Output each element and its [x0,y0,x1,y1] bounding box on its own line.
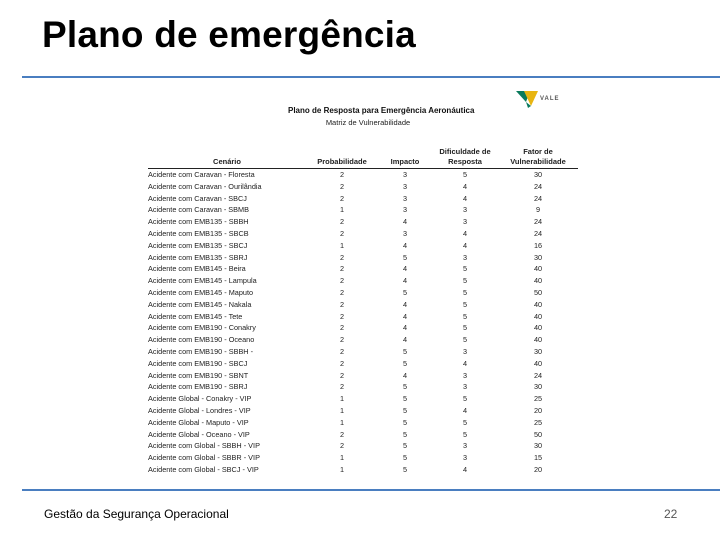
title-divider [22,76,720,78]
cell-vulnerability-factor: 40 [533,358,543,368]
cell-response-difficulty: 5 [462,335,468,345]
cell-impact: 5 [402,429,408,439]
cell-vulnerability-factor: 40 [533,323,543,333]
cell-vulnerability-factor: 30 [533,441,543,451]
cell-probability: 1 [339,464,345,474]
page-number: 22 [664,507,678,521]
cell-response-difficulty: 5 [462,394,468,404]
table-row [148,429,578,441]
cell-scenario: Acidente com EMB190 - SBCJ [148,358,248,368]
table-row [148,263,578,275]
cell-impact: 4 [402,276,408,286]
cell-vulnerability-factor: 40 [533,276,543,286]
cell-probability: 2 [339,358,345,368]
cell-response-difficulty: 5 [462,276,468,286]
cell-scenario: Acidente com EMB190 - Oceano [148,335,255,345]
cell-vulnerability-factor: 24 [533,228,543,238]
table-row [148,346,578,358]
vulnerability-table [148,147,578,476]
cell-response-difficulty: 3 [462,346,468,356]
table-row [148,417,578,429]
cell-vulnerability-factor: 16 [533,240,543,250]
document-subtitle: Matriz de Vulnerabilidade [325,118,411,127]
cell-probability: 1 [339,240,345,250]
cell-impact: 5 [402,287,408,297]
cell-probability: 2 [339,299,345,309]
cell-probability: 2 [339,382,345,392]
cell-probability: 1 [339,453,345,463]
cell-probability: 1 [339,417,345,427]
table-row [148,193,578,205]
cell-impact: 5 [402,441,408,451]
cell-vulnerability-factor: 9 [535,205,541,215]
cell-vulnerability-factor: 30 [533,346,543,356]
cell-probability: 2 [339,311,345,321]
cell-impact: 5 [402,453,408,463]
cell-impact: 5 [402,417,408,427]
cell-impact: 4 [402,240,408,250]
cell-response-difficulty: 5 [462,429,468,439]
cell-scenario: Acidente com EMB145 - Tete [148,311,243,321]
cell-vulnerability-factor: 20 [533,405,543,415]
cell-scenario: Acidente com EMB145 - Maputo [148,287,254,297]
cell-response-difficulty: 3 [462,252,468,262]
cell-probability: 1 [339,205,345,215]
table-row [148,370,578,382]
cell-scenario: Acidente com EMB135 - SBBH [148,217,249,227]
cell-impact: 4 [402,299,408,309]
cell-scenario: Acidente com EMB135 - SBCJ [148,240,248,250]
slide-title: Plano de emergência [42,14,416,55]
cell-response-difficulty: 4 [462,358,468,368]
header-impact: Impacto [378,147,432,169]
footer-divider [22,489,720,491]
cell-response-difficulty: 5 [462,287,468,297]
cell-scenario: Acidente Global - Oceano - VIP [148,429,250,439]
table-row [148,240,578,252]
cell-response-difficulty: 3 [462,382,468,392]
cell-scenario: Acidente com EMB135 - SBCB [148,228,249,238]
cell-response-difficulty: 3 [462,370,468,380]
cell-vulnerability-factor: 25 [533,417,543,427]
cell-vulnerability-factor: 30 [533,382,543,392]
header-response-difficulty: Dificuldade de Resposta [432,147,498,169]
cell-probability: 2 [339,181,345,191]
cell-vulnerability-factor: 40 [533,264,543,274]
cell-scenario: Acidente com EMB190 - SBNT [148,370,249,380]
cell-probability: 2 [339,264,345,274]
table-row [148,275,578,287]
cell-scenario: Acidente com EMB190 - SBRJ [148,382,248,392]
cell-scenario: Acidente com EMB190 - SBBH - [148,346,254,356]
header-probability: Probabilidade [306,147,378,169]
cell-response-difficulty: 4 [462,181,468,191]
cell-impact: 5 [402,358,408,368]
cell-impact: 5 [402,394,408,404]
cell-probability: 2 [339,170,345,179]
cell-probability: 1 [339,405,345,415]
table-row [148,299,578,311]
cell-scenario: Acidente com EMB145 - Nakala [148,299,252,309]
cell-response-difficulty: 5 [462,264,468,274]
table-row [148,393,578,405]
table-row [148,181,578,193]
cell-vulnerability-factor: 40 [533,311,543,321]
cell-probability: 2 [339,441,345,451]
cell-scenario: Acidente com Caravan - Ourilândia [148,181,262,191]
cell-probability: 2 [339,287,345,297]
embedded-document [140,84,590,485]
header-scenario: Cenário [148,147,306,169]
cell-probability: 1 [339,394,345,404]
cell-vulnerability-factor: 30 [533,170,543,179]
header-vulnerability-factor: Fator de Vulnerabilidade [498,147,578,169]
cell-vulnerability-factor: 50 [533,429,543,439]
table-row [148,169,578,181]
cell-impact: 5 [402,382,408,392]
cell-impact: 5 [402,346,408,356]
cell-impact: 3 [402,205,408,215]
cell-scenario: Acidente com Global - SBBH - VIP [148,441,260,451]
cell-probability: 2 [339,335,345,345]
cell-probability: 2 [339,323,345,333]
cell-probability: 2 [339,252,345,262]
cell-response-difficulty: 5 [462,417,468,427]
cell-impact: 5 [402,405,408,415]
cell-scenario: Acidente com Global - SBBR - VIP [148,453,260,463]
table-row [148,311,578,323]
cell-scenario: Acidente com EMB135 - SBRJ [148,252,248,262]
cell-impact: 4 [402,370,408,380]
cell-impact: 4 [402,311,408,321]
cell-impact: 5 [402,252,408,262]
table-row [148,287,578,299]
logo-text: VALE [540,96,560,102]
table-row [148,216,578,228]
cell-response-difficulty: 4 [462,228,468,238]
cell-impact: 4 [402,335,408,345]
cell-impact: 3 [402,228,408,238]
table-header-row [148,147,578,169]
table-row [148,381,578,393]
table-row [148,228,578,240]
cell-scenario: Acidente com Caravan - Floresta [148,170,255,179]
cell-impact: 3 [402,170,408,179]
table-row [148,322,578,334]
table-row [148,405,578,417]
table-row [148,452,578,464]
cell-response-difficulty: 4 [462,464,468,474]
table-row [148,334,578,346]
table-row [148,204,578,216]
cell-scenario: Acidente com Caravan - SBCJ [148,193,247,203]
cell-response-difficulty: 3 [462,441,468,451]
cell-probability: 2 [339,370,345,380]
cell-response-difficulty: 3 [462,453,468,463]
cell-vulnerability-factor: 25 [533,394,543,404]
cell-impact: 4 [402,264,408,274]
cell-vulnerability-factor: 50 [533,287,543,297]
cell-vulnerability-factor: 24 [533,193,543,203]
cell-scenario: Acidente Global - Londres - VIP [148,405,251,415]
cell-response-difficulty: 5 [462,311,468,321]
document-title: Plano de Resposta para Emergência Aeronáutica [288,106,475,115]
cell-response-difficulty: 4 [462,405,468,415]
table-row [148,464,578,476]
cell-probability: 2 [339,346,345,356]
cell-vulnerability-factor: 20 [533,464,543,474]
cell-scenario: Acidente com EMB190 - Conakry [148,323,256,333]
cell-vulnerability-factor: 30 [533,252,543,262]
cell-probability: 2 [339,429,345,439]
cell-probability: 2 [339,276,345,286]
cell-response-difficulty: 5 [462,170,468,179]
cell-response-difficulty: 5 [462,299,468,309]
cell-scenario: Acidente com EMB145 - Beira [148,264,246,274]
cell-vulnerability-factor: 24 [533,181,543,191]
cell-probability: 2 [339,228,345,238]
cell-response-difficulty: 3 [462,217,468,227]
cell-vulnerability-factor: 24 [533,370,543,380]
cell-response-difficulty: 5 [462,323,468,333]
cell-vulnerability-factor: 15 [533,453,543,463]
table-row [148,440,578,452]
cell-scenario: Acidente com Caravan - SBMB [148,205,249,215]
cell-scenario: Acidente Global - Conakry - VIP [148,394,252,404]
table-row [148,252,578,264]
cell-vulnerability-factor: 24 [533,217,543,227]
cell-impact: 4 [402,217,408,227]
cell-impact: 5 [402,464,408,474]
cell-impact: 3 [402,193,408,203]
cell-response-difficulty: 4 [462,240,468,250]
cell-response-difficulty: 4 [462,193,468,203]
cell-scenario: Acidente Global - Maputo - VIP [148,417,249,427]
cell-vulnerability-factor: 40 [533,299,543,309]
footer-text: Gestão da Segurança Operacional [44,507,229,521]
cell-impact: 3 [402,181,408,191]
cell-scenario: Acidente com Global - SBCJ - VIP [148,464,259,474]
cell-scenario: Acidente com EMB145 - Lampula [148,276,257,286]
table-row [148,358,578,370]
cell-probability: 2 [339,193,345,203]
cell-impact: 4 [402,323,408,333]
cell-probability: 2 [339,217,345,227]
cell-response-difficulty: 3 [462,205,468,215]
cell-vulnerability-factor: 40 [533,335,543,345]
